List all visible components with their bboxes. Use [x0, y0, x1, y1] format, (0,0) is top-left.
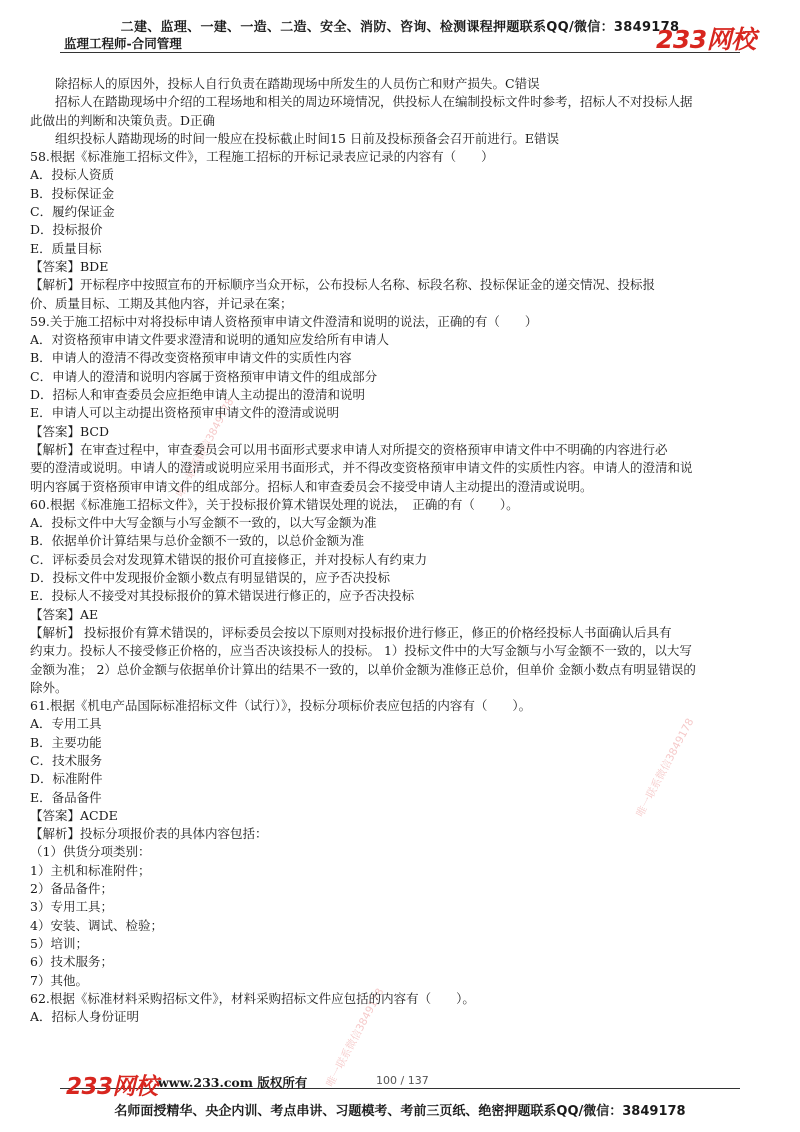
text-line: 58.根据《标准施工招标文件》，工程施工招标的开标记录表应记录的内容有（ ） [30, 149, 494, 165]
text-line: B．申请人的澄清不得改变资格预审申请文件的实质性内容 [30, 350, 352, 366]
text-line: D．标准附件 [30, 771, 103, 787]
text-line: 除招标人的原因外，投标人自行负责在踏勘现场中所发生的人员伤亡和财产损失。C错误 [55, 76, 540, 91]
text-line: B．投标保证金 [30, 185, 115, 201]
text-line: 5）培训； [30, 935, 88, 951]
text-line: A．专用工具 [30, 716, 102, 732]
text-line: （1）供货分项类别： [30, 844, 151, 860]
text-line: C．评标委员会对发现算术错误的报价可直接修正，并对投标人有约束力 [30, 551, 428, 567]
text-line: 61.根据《机电产品国际标准招标文件（试行）》，投标分项标价表应包括的内容有（ ）。 [30, 698, 532, 714]
header-logo: 233网校 [656, 25, 756, 54]
text-line: C．履约保证金 [30, 204, 115, 220]
document-body [30, 75, 770, 1026]
header-promo-text: 二建、监理、一建、一造、二造、安全、消防、咨询、检测课程押题联系QQ/微信：3849178 [120, 20, 680, 35]
text-line: 除外。 [30, 679, 68, 695]
text-line: 4）安装、调试、检验； [30, 917, 163, 933]
text-line: 此做出的判断和决策负责。D正确 [30, 112, 216, 128]
footer-logo: 233网校 [66, 1074, 158, 1100]
footer-promo-text: 名师面授精华、央企内训、考点串讲、习题模考、考前三页纸、绝密押题联系QQ/微信：3849178 [114, 1104, 686, 1119]
text-line: 约束力。投标人不接受修正价格的，应当否决该投标人的投标。 1）投标文件中的大写金额与小写金额不一致的，以大写 [30, 643, 692, 659]
text-line: 【答案】AE [30, 606, 99, 622]
text-line: B．主要功能 [30, 734, 102, 750]
text-line: D．投标文件中发现报价金额小数点有明显错误的，应予否决投标 [30, 570, 391, 586]
text-line: 60.根据《标准施工招标文件》，关于投标报价算术错误处理的说法， 正确的有（ ）。 [30, 496, 519, 512]
text-line: C．申请人的澄清和说明内容属于资格预审申请文件的组成部分 [30, 368, 378, 384]
watermark: 唯一联系微信3849178 [634, 716, 697, 820]
page-number: 100 / 137 [376, 1074, 429, 1087]
text-line: 59.关于施工招标中对将投标申请人资格预审申请文件澄清和说明的说法，正确的有（ ） [30, 313, 538, 329]
header-divider [60, 52, 740, 53]
text-line: 【解析】投标分项报价表的具体内容包括： [30, 826, 268, 842]
text-line: 2）备品备件； [30, 881, 113, 897]
footer-site-text: www.233.com 版权所有 [158, 1075, 308, 1090]
text-line: E．申请人可以主动提出资格预审申请文件的澄清或说明 [30, 405, 340, 421]
watermark: 唯一联系微信3849178 [174, 396, 237, 500]
text-line: 【答案】BCD [30, 423, 110, 439]
text-line: A．招标人身份证明 [30, 1009, 140, 1025]
text-line: 1）主机和标准附件； [30, 862, 151, 878]
text-line: A．投标人资质 [30, 167, 115, 183]
text-line: 招标人在踏勘现场中介绍的工程场地和相关的周边环境情况，供投标人在编制投标文件时参考，招标人不对投标人据 [55, 94, 693, 110]
text-line: 【解析】开标程序中按照宣布的开标顺序当众开标，公布投标人名称、标段名称、投标保证金的递交情况、投标报 [30, 277, 656, 293]
text-line: E．投标人不接受对其投标报价的算术错误进行修正的，应予否决投标 [30, 588, 415, 604]
text-line: 3）专用工具； [30, 899, 113, 915]
text-line: 6）技术服务； [30, 954, 113, 970]
text-line: E．备品备件 [30, 789, 102, 805]
text-line: 【解析】在审查过程中，审查委员会可以用书面形式要求申请人对所提交的资格预审申请文件中不明确的内容进行必 [30, 441, 668, 457]
text-line: A．投标文件中大写金额与小写金额不一致的，以大写金额为准 [30, 515, 377, 531]
header-subtitle: 监理工程师-合同管理 [64, 36, 182, 51]
text-line: D．投标报价 [30, 222, 103, 238]
text-line: E．质量目标 [30, 240, 102, 256]
text-line: D．招标人和审查委员会应拒绝申请人主动提出的澄清和说明 [30, 387, 366, 403]
text-line: 7）其他。 [30, 972, 88, 988]
text-line: 【答案】ACDE [30, 807, 118, 823]
text-line: C．技术服务 [30, 752, 103, 768]
text-line: 组织投标人踏勘现场的时间一般应在投标截止时间15 日前及投标预备会召开前进行。E错误 [55, 130, 560, 146]
watermark: 唯一联系微信3849178 [324, 986, 387, 1090]
text-line: 明内容属于资格预审申请文件的组成部分。招标人和审查委员会不接受申请人主动提出的澄清或说明。 [30, 478, 593, 494]
text-line: 【答案】BDE [30, 258, 109, 274]
text-line: B．依据单价计算结果与总价金额不一致的，以总价金额为准 [30, 533, 365, 549]
text-line: 要的澄清或说明。申请人的澄清或说明应采用书面形式，并不得改变资格预审申请文件的实质性内容。申请人的澄清和说 [30, 460, 693, 476]
text-line: 价、质量目标、工期及其他内容，并记录在案； [30, 295, 293, 311]
text-line: 金额为准； 2）总价金额与依据单价计算出的结果不一致的，以单价金额为准修正总价，但单价 金额小数点有明显错误的 [30, 661, 696, 677]
text-line: A．对资格预审申请文件要求澄清和说明的通知应发给所有申请人 [30, 332, 390, 348]
text-line: 62.根据《标准材料采购招标文件》，材料采购招标文件应包括的内容有（ ）。 [30, 990, 475, 1006]
text-line: 【解析】 投标报价有算术错误的，评标委员会按以下原则对投标报价进行修正，修正的价格经投标人书面确认后具有 [30, 624, 672, 640]
